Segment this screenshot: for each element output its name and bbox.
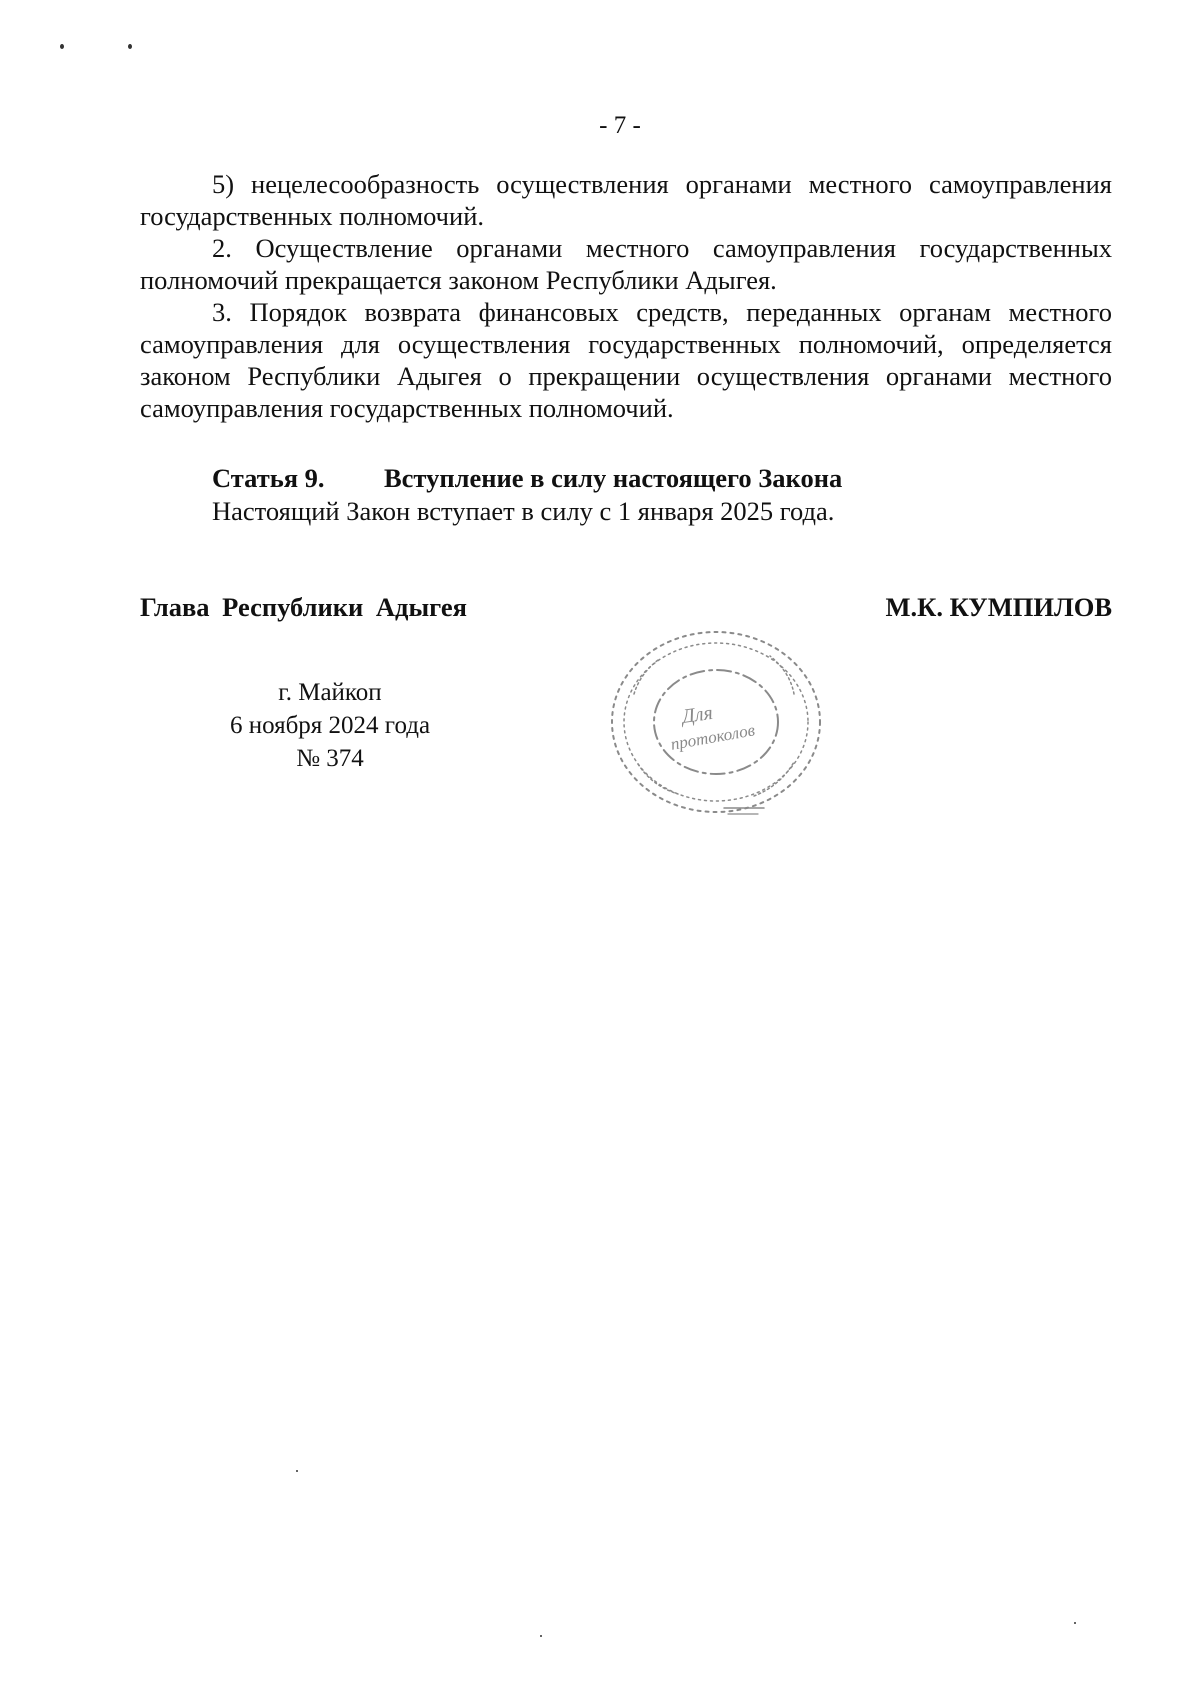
signatory-position: Глава Республики Адыгея [140, 592, 467, 622]
law-date: 6 ноября 2024 года [229, 712, 431, 739]
scan-speck [60, 44, 64, 49]
article-heading [212, 462, 1112, 495]
article-number: Статья 9. [212, 463, 325, 493]
paragraph-part-2: 2. Осуществление органами местного самоуправления государственных полномочий прекращается законом Республики Адыгея. [140, 233, 1112, 295]
scan-speck [1074, 1622, 1076, 1624]
scan-speck [540, 1635, 542, 1637]
city: г. Майкоп [278, 679, 382, 706]
article-text: Настоящий Закон вступает в силу с 1 января 2025 года. [212, 496, 835, 526]
scan-speck [296, 1470, 298, 1472]
paragraph-item-5: 5) нецелесообразность осуществления органами местного самоуправления государственных полномочий. [140, 169, 1112, 231]
paragraph-part-3: 3. Порядок возврата финансовых средств, переданных органам местного самоуправления для осуществления государственных полномочий, определяется законом Республики Адыгея о прекращении осуществления органами местного самоуправления государственных полномочий. [140, 297, 1112, 423]
seal-text-line-2: протоколов [669, 720, 757, 754]
official-seal-stamp [604, 624, 828, 820]
signatory-name: М.К. КУМПИЛОВ [885, 592, 1112, 622]
scan-speck [128, 44, 132, 49]
article-9 [212, 462, 1112, 528]
law-number: № 374 [296, 745, 364, 772]
place-date-block [200, 676, 460, 775]
body-text [140, 168, 1112, 424]
article-title: Вступление в силу настоящего Закона [384, 463, 843, 493]
seal-text-line-1: Для [680, 701, 715, 728]
page-number: - 7 - [599, 112, 641, 139]
